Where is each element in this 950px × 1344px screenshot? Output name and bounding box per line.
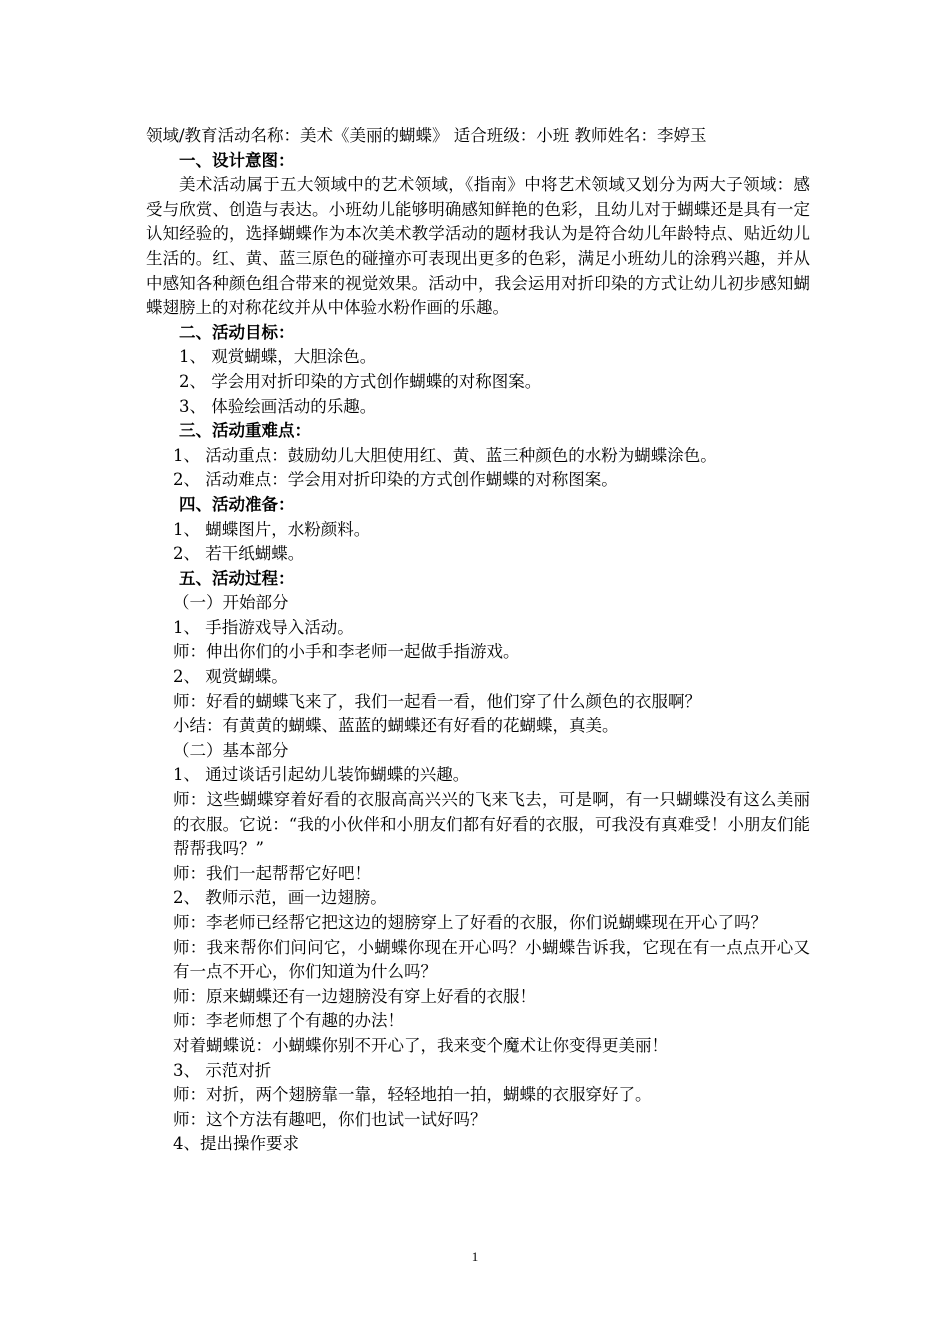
key-point-item: 2、 活动难点：学会用对折印染的方式创作蝴蝶的对称图案。 bbox=[173, 470, 618, 490]
goal-item: 3、 体验绘画活动的乐趣。 bbox=[179, 396, 377, 416]
key-point-item: 1、 活动重点：鼓励幼儿大胆使用红、黄、蓝三种颜色的水粉为蝴蝶涂色。 bbox=[173, 445, 717, 465]
section-4-title: 四、活动准备： bbox=[179, 494, 295, 514]
section-1-paragraph: 美术活动属于五大领域中的艺术领域，《指南》中将艺术领域又划分为两大子领域：感受与欣赏、创造与表达。小班幼儿能够明确感知鲜艳的色彩，且幼儿对于蝴蝶还是具有一定认知经验的，选择蝴蝶作为本次美术教学活动的题材我认为是符合幼儿年龄特点、贴近幼儿生活的。红、黄、蓝三原色的碰撞亦可表现出更多的色彩，满足小班幼儿的涂鸦兴趣，并从中感知各种颜色组合带来的视觉效果。活动中，我会运用对折印染的方式让幼儿初步感知蝴蝶翅膀上的对称花纹并从中体验水粉作画的乐趣。 bbox=[146, 175, 810, 318]
process-line: 4、提出操作要求 bbox=[173, 1134, 299, 1154]
prep-item: 1、 蝴蝶图片，水粉颜料。 bbox=[173, 519, 371, 539]
process-line: 师：我们一起帮帮它好吧！ bbox=[173, 863, 371, 883]
process-line: （二）基本部分 bbox=[173, 740, 289, 760]
section-2-title: 二、活动目标： bbox=[179, 322, 295, 342]
process-line: 1、 手指游戏导入活动。 bbox=[173, 617, 354, 637]
goal-item: 2、 学会用对折印染的方式创作蝴蝶的对称图案。 bbox=[179, 371, 542, 391]
dialogue-paragraph: 师：这些蝴蝶穿着好看的衣服高高兴兴的飞来飞去，可是啊，有一只蝴蝶没有这么美丽的衣服。它说：“我的小伙伴和小朋友们都有好看的衣服，可我没有真难受！小朋友们能帮帮我吗？” bbox=[173, 790, 810, 859]
process-line: （一）开始部分 bbox=[173, 593, 289, 613]
activity-header-line: 领域/教育活动名称：美术《美丽的蝴蝶》 适合班级：小班 教师姓名：李婷玉 bbox=[146, 126, 707, 145]
page-number: 1 bbox=[471, 1249, 479, 1264]
process-line: 小结：有黄黄的蝴蝶、蓝蓝的蝴蝶还有好看的花蝴蝶，真美。 bbox=[173, 716, 619, 736]
goal-item: 1、 观赏蝴蝶，大胆涂色。 bbox=[179, 347, 377, 367]
process-line: 师：李老师想了个有趣的办法！ bbox=[173, 1011, 404, 1031]
prep-item: 2、 若干纸蝴蝶。 bbox=[173, 544, 305, 564]
process-line: 师：这个方法有趣吧，你们也试一试好吗？ bbox=[173, 1109, 487, 1129]
section-3-title: 三、活动重难点： bbox=[179, 421, 311, 441]
process-line: 师：好看的蝴蝶飞来了，我们一起看一看，他们穿了什么颜色的衣服啊？ bbox=[173, 691, 701, 711]
dialogue-paragraph: 师：李老师已经帮它把这边的翅膀穿上了好看的衣服，你们说蝴蝶现在开心了吗？ bbox=[173, 913, 767, 932]
section-1-title: 一、设计意图： bbox=[179, 150, 295, 170]
dialogue-paragraph: 师：我来帮你们问问它，小蝴蝶你现在开心吗？小蝴蝶告诉我，它现在有一点点开心又有一点不开心，你们知道为什么吗？ bbox=[173, 937, 810, 982]
process-line: 对着蝴蝶说：小蝴蝶你别不开心了，我来变个魔术让你变得更美丽！ bbox=[173, 1035, 668, 1055]
process-line: 师：原来蝴蝶还有一边翅膀没有穿上好看的衣服！ bbox=[173, 986, 536, 1006]
process-line: 师：伸出你们的小手和李老师一起做手指游戏。 bbox=[173, 642, 520, 662]
process-line: 2、 教师示范，画一边翅膀。 bbox=[173, 888, 387, 908]
process-line: 师：对折，两个翅膀靠一靠，轻轻地拍一拍，蝴蝶的衣服穿好了。 bbox=[173, 1085, 652, 1105]
process-line: 2、 观赏蝴蝶。 bbox=[173, 667, 288, 687]
document-body bbox=[146, 124, 810, 1157]
section-5-title: 五、活动过程： bbox=[179, 568, 295, 588]
process-line: 1、 通过谈话引起幼儿装饰蝴蝶的兴趣。 bbox=[173, 765, 470, 785]
process-line: 3、 示范对折 bbox=[173, 1060, 272, 1080]
